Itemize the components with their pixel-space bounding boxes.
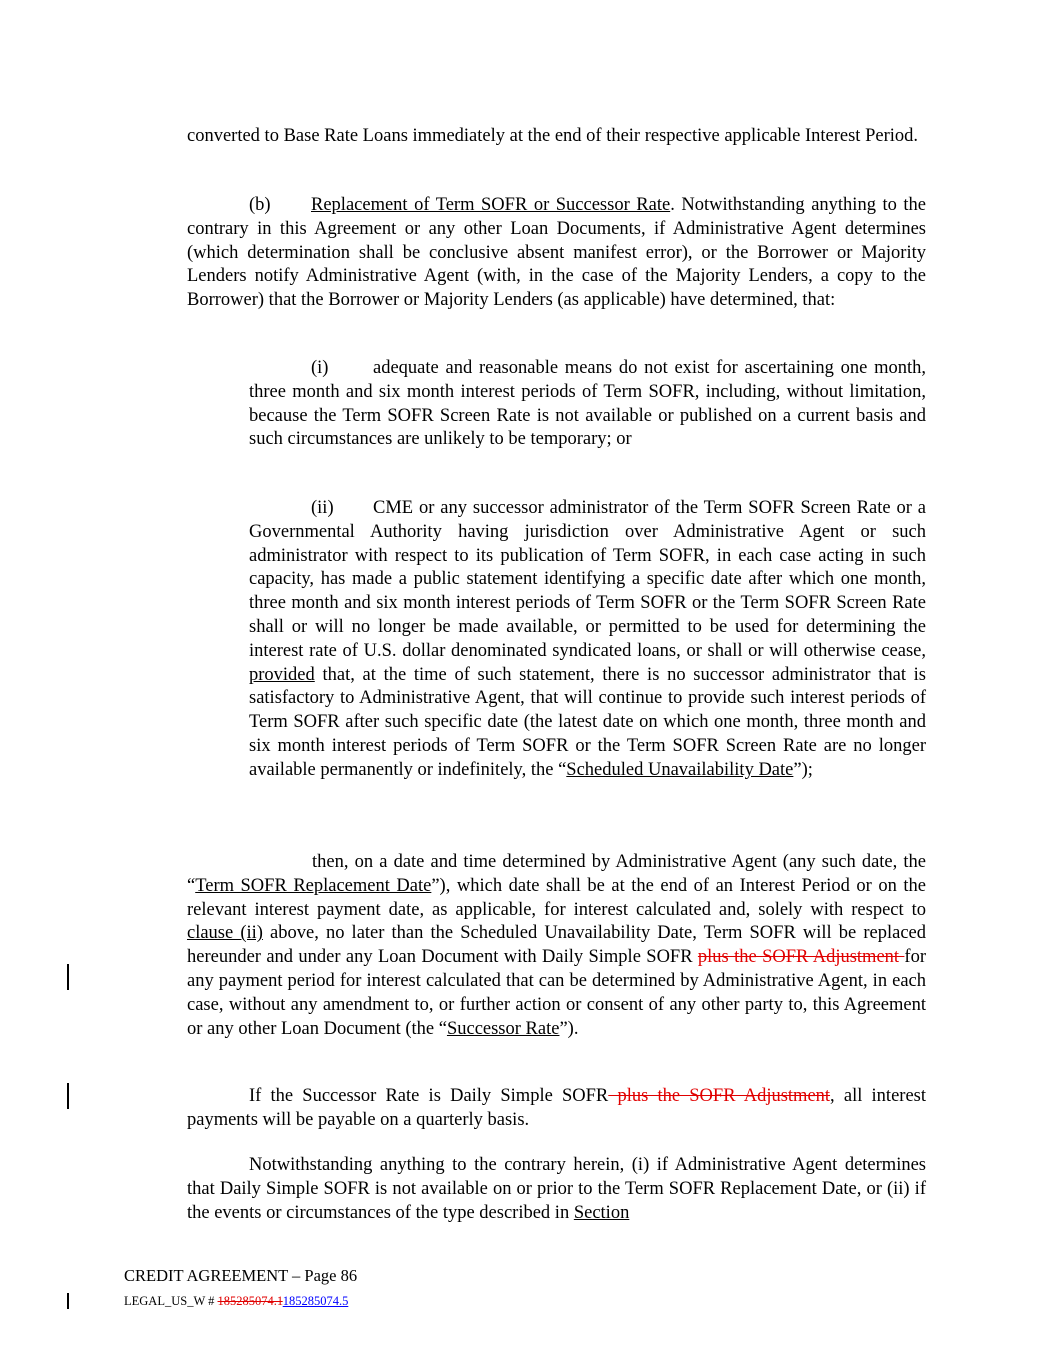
paragraph-b-label: (b) xyxy=(249,195,271,215)
clause-ii-text-1: CME or any successor administrator of the Term SOFR Screen Rate or a Governmental Authority having jurisdiction over Administrative Agent or such administrator with respect to its publication of Term SOFR, in each case acting in such capacity, has made a public statement identifying a specific date after which one month, three month and six month interest periods of Term SOFR or the Term SOFR Screen Rate shall or will no longer be made available, or permitted to be used for determining the interest rate of U.S. dollar denominated syndicated loans, or shall or will otherwise cease, xyxy=(249,498,926,661)
clause-ii-label: (ii) xyxy=(311,498,334,518)
successor-rate-term: Successor Rate xyxy=(446,1018,560,1039)
paragraph-notwithstanding xyxy=(187,1154,926,1225)
footer-page-label: CREDIT AGREEMENT – Page 86 xyxy=(124,1266,358,1285)
paragraph-intro xyxy=(187,125,926,149)
paragraph-successor xyxy=(187,1085,926,1133)
paragraph-successor-text-1: If the Successor Rate is Daily Simple SOFR xyxy=(249,1086,609,1106)
paragraph-then-text-3: above, no later than the Scheduled Unavailability Date, Term SOFR will be replaced hereunder and under any Loan Document with Daily Simple SOFR xyxy=(187,923,926,968)
deleted-sofr-adjustment-1: plus the SOFR Adjustment xyxy=(697,947,905,968)
paragraph-then xyxy=(187,851,926,1041)
paragraph-b-text: . Notwithstanding anything to the contrary in this Agreement or any other Loan Documents, if Administrative Agent determines (which determination shall be conclusive absent manifest error), or the Borrower or Majority Lenders notify Administrative Agent (with, in the case of the Majority Lenders, a copy to the Borrower) that the Borrower or Majority Lenders (as applicable) have determined, that: xyxy=(187,195,927,311)
paragraph-b-heading: Replacement of Term SOFR or Successor Rate xyxy=(311,195,671,215)
section-reference: Section xyxy=(573,1202,630,1223)
paragraph-successor-text-2: , all interest payments will be payable on a quarterly basis. xyxy=(187,1086,926,1130)
paragraph-notwithstanding-text: Notwithstanding anything to the contrary herein, (i) if Administrative Agent determines that Daily Simple SOFR is not available on or prior to the Term SOFR Replacement Date, or (ii) if the events or circumstances of the type described in xyxy=(187,1155,926,1223)
clause-i xyxy=(249,357,926,452)
footer-legal-id xyxy=(124,1293,348,1309)
paragraph-then-text-1: then, on a date and time determined by Administrative Agent (any such date, the “ xyxy=(187,852,926,896)
provided-term: provided xyxy=(249,664,315,685)
change-bar xyxy=(67,1293,69,1309)
legal-id-new: 185285074.5 xyxy=(282,1294,349,1308)
term-sofr-replacement-date-term: Term SOFR Replacement Date xyxy=(195,875,432,896)
deleted-sofr-adjustment-2: plus the SOFR Adjustment xyxy=(608,1086,831,1106)
change-bar xyxy=(67,964,69,990)
clause-i-label: (i) xyxy=(311,358,329,378)
clause-ii-text-2: that, at the time of such statement, there is no successor administrator that is satisfactory to Administrative Agent, that will continue to provide such interest periods of Term SOFR after such specific date (the latest date on which one month, three month and six month interest periods of Term SOFR or the Term SOFR Screen Rate are no longer available permanently or indefinitely, the “ xyxy=(249,664,926,780)
clause-ii-reference: clause (ii) xyxy=(187,923,263,944)
clause-ii-text-3: ”); xyxy=(793,759,813,780)
change-bar xyxy=(67,1083,69,1109)
paragraph-then-text-2: ”), which date shall be at the end of an Interest Period or on the relevant interest payment date, as applicable, for interest calculated and, solely with respect to xyxy=(187,875,926,920)
paragraph-intro-text: converted to Base Rate Loans immediately at the end of their respective applicable Interest Period. xyxy=(187,126,918,146)
clause-i-text: adequate and reasonable means do not exist for ascertaining one month, three month and six month interest periods of Term SOFR, including, without limitation, because the Term SOFR Screen Rate is not available or published on a current basis and such circumstances are unlikely to be temporary; or xyxy=(249,358,926,450)
legal-id-old: 185285074.1 xyxy=(217,1294,283,1308)
scheduled-unavailability-date-term: Scheduled Unavailability Date xyxy=(566,759,794,780)
paragraph-then-text-5: ”). xyxy=(559,1018,579,1039)
paragraph-then-text-4: for any payment period for interest calculated that can be determined by Administrative Agent, in each case, without any amendment to, or further action or consent of any other party to, this Agreement or any other Loan Document (the “ xyxy=(187,947,926,1039)
paragraph-b xyxy=(187,194,926,313)
clause-ii xyxy=(249,497,926,783)
legal-id-prefix: LEGAL_US_W # xyxy=(124,1294,218,1308)
